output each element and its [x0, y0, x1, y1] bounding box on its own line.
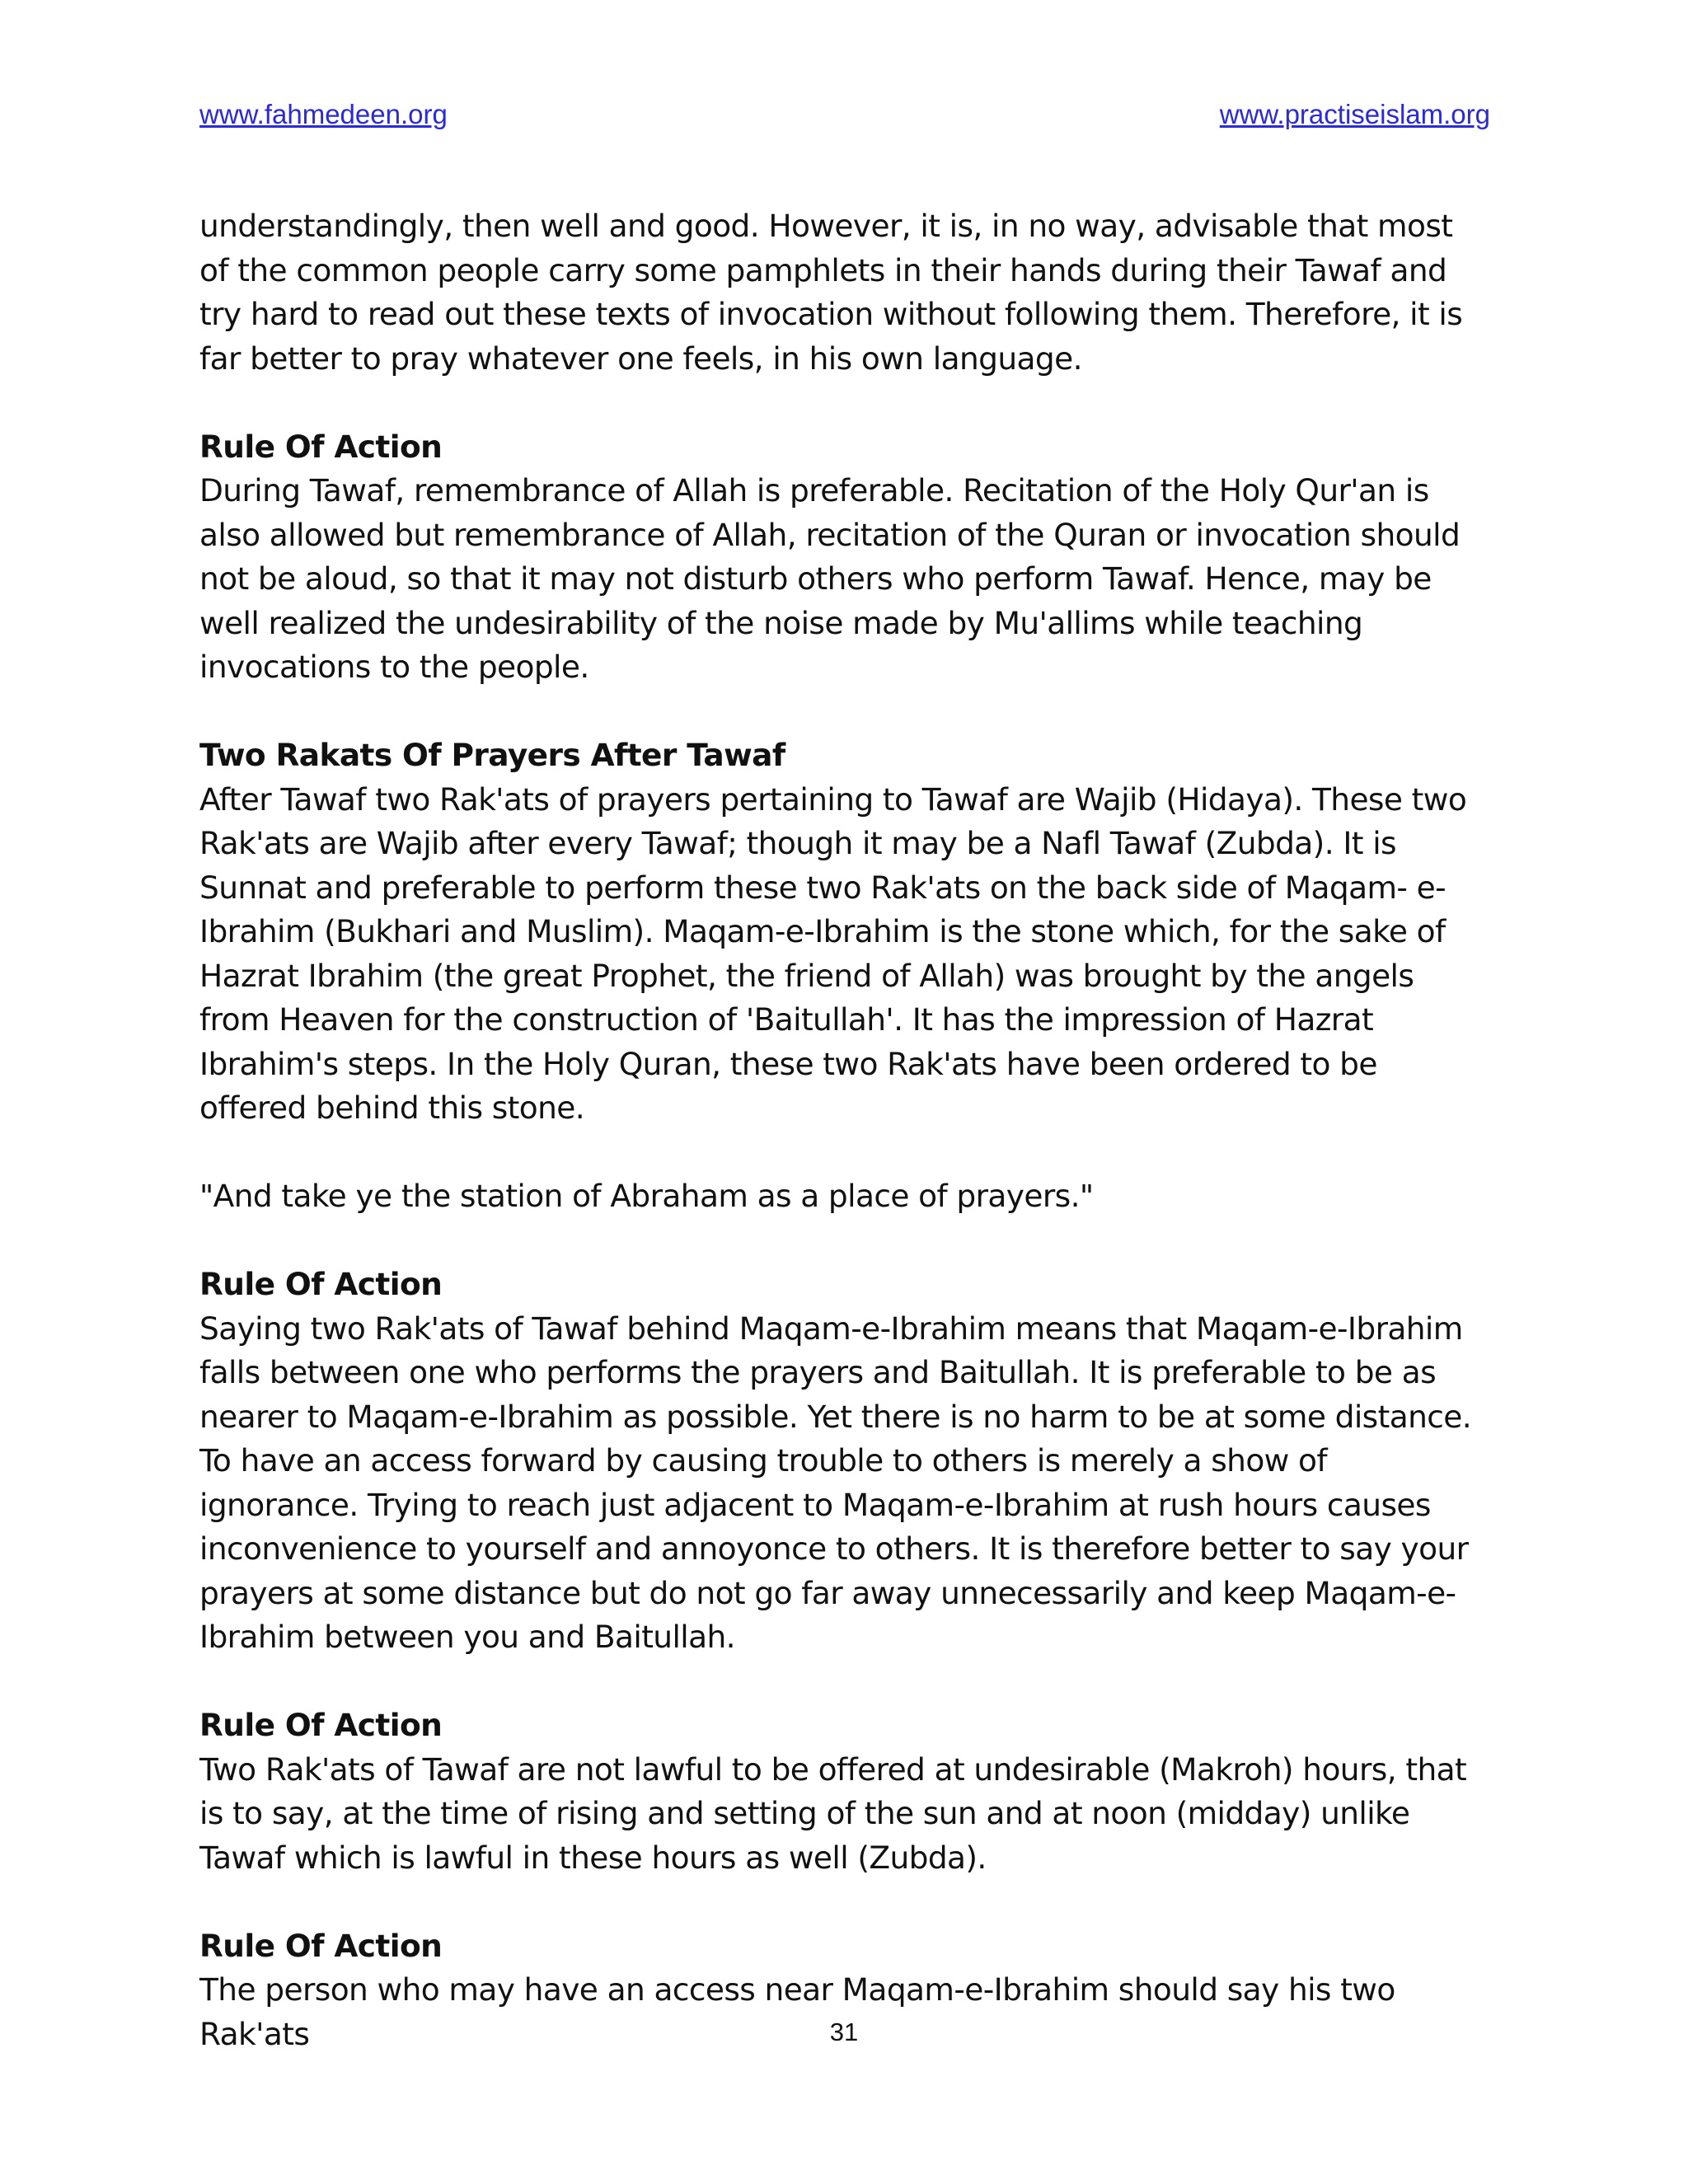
intro-paragraph: understandingly, then well and good. However, it is, in no way, advisable that most of the common people carry some pamphlets in their hands during their Tawaf and try hard to read out these texts of invocation without following them. Therefore, it is far better to pray whatever one feels, in his own language. — [199, 208, 1463, 377]
section-rule-of-action-2 — [199, 1263, 1490, 1660]
section-paragraph: Saying two Rak'ats of Tawaf behind Maqam-e-Ibrahim means that Maqam-e-Ibrahim falls between one who performs the prayers and Baitullah. It is preferable to be as nearer to Maqam-e-Ibrahim as possible. Yet there is no harm to be at some distance. To have an access forward by causing trouble to others is merely a show of ignorance. Trying to reach just adjacent to Maqam-e-Ibrahim at rush hours causes inconvenience to yourself and annoyonce to others. It is therefore better to say your prayers at some distance but do not go far away unnecessarily and keep Maqam-e-Ibrahim between you and Baitullah. — [199, 1310, 1472, 1655]
section-heading: Rule Of Action — [199, 428, 443, 465]
fahmedeen-link[interactable]: www.fahmedeen.org — [199, 99, 448, 129]
section-paragraph: During Tawaf, remembrance of Allah is preferable. Recitation of the Holy Qur'an is also allowed but remembrance of Allah, recitation of the Quran or invocation should not be aloud, so that it may not disturb others who perform Tawaf. Hence, may be well realized the undesirability of the noise made by Mu'allims while teaching invocations to the people. — [199, 472, 1461, 685]
section-rule-of-action-3 — [199, 1704, 1490, 1880]
section-heading: Rule Of Action — [199, 1707, 443, 1743]
section-heading: Two Rakats Of Prayers After Tawaf — [199, 737, 785, 773]
page-header — [199, 99, 1490, 135]
section-heading: Rule Of Action — [199, 1927, 443, 1964]
page-number: 31 — [829, 2018, 859, 2046]
section-rule-of-action-1 — [199, 425, 1490, 690]
practiseislam-link[interactable]: www.practiseislam.org — [1219, 99, 1490, 129]
quran-quote: "And take ye the station of Abraham as a place of prayers." — [199, 1178, 1094, 1214]
section-paragraph: After Tawaf two Rak'ats of prayers pertaining to Tawaf are Wajib (Hidaya). These two Rak'ats are Wajib after every Tawaf; though it may be a Nafl Tawaf (Zubda). It is Sunnat and preferable to perform these two Rak'ats on the back side of Maqam- e-Ibrahim (Bukhari and Muslim). Maqam-e-Ibrahim is the stone which, for the sake of Hazrat Ibrahim (the great Prophet, the friend of Allah) was brought by the angels from Heaven for the construction of 'Baitullah'. It has the impression of Hazrat Ibrahim's steps. In the Holy Quran, these two Rak'ats have been ordered to be offered behind this stone. — [199, 780, 1467, 1126]
section-paragraph: Two Rak'ats of Tawaf are not lawful to be offered at undesirable (Makroh) hours, that is to say, at the time of rising and setting of the sun and at noon (midday) unlike Tawaf which is lawful in these hours as well (Zubda). — [199, 1750, 1467, 1876]
page-content — [199, 204, 1490, 2101]
section-paragraph: The person who may have an access near Maqam-e-Ibrahim should say his two Rak'ats — [199, 1971, 1395, 2052]
section-two-rakats — [199, 733, 1490, 1219]
section-heading: Rule Of Action — [199, 1266, 443, 1302]
